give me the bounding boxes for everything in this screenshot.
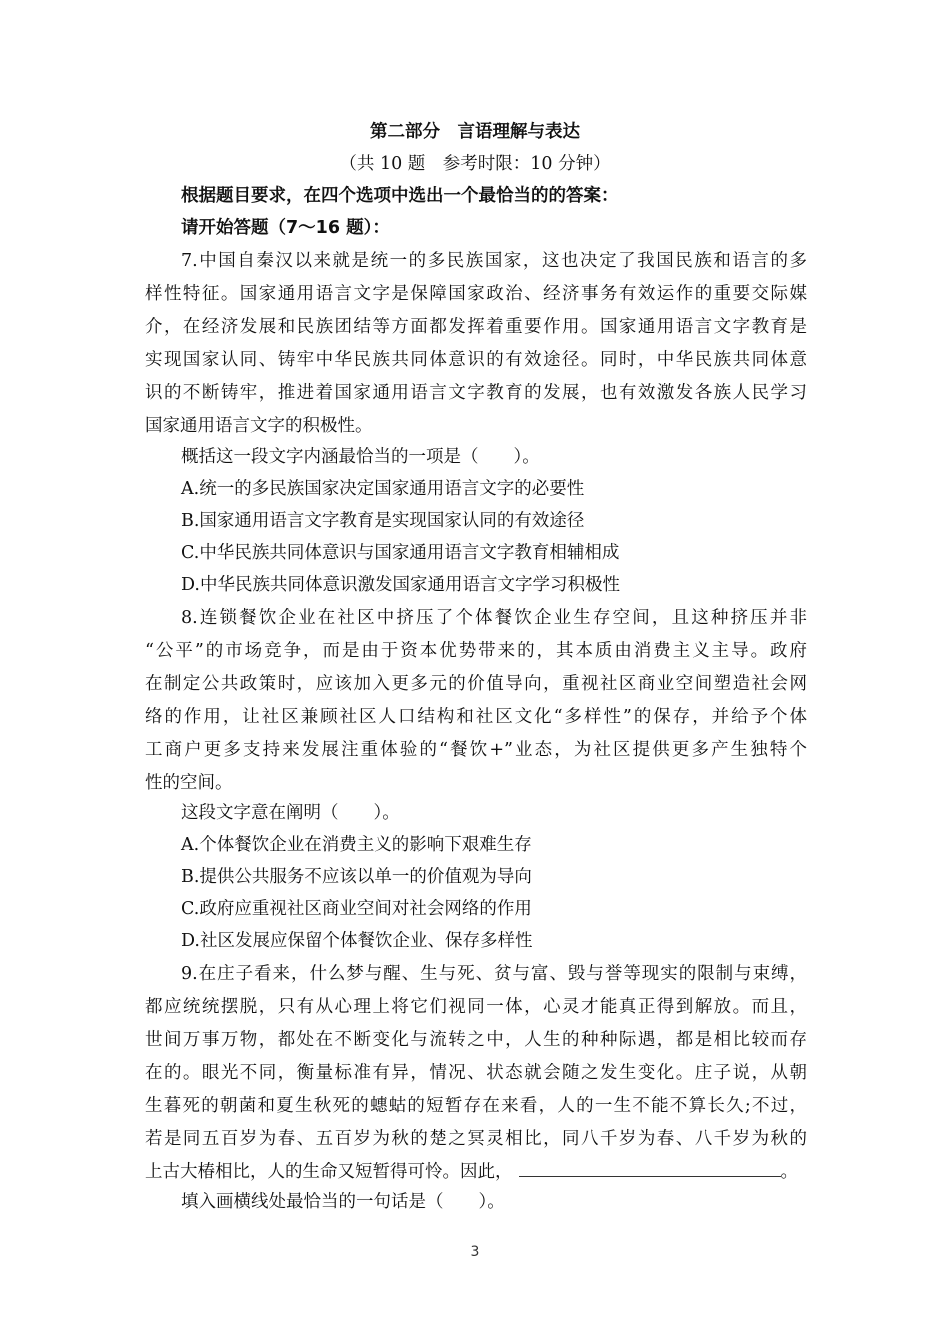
q7-option-b: B.国家通用语言文字教育是实现国家认同的有效途径 [181, 511, 585, 531]
q7-option-c: C.中华民族共同体意识与国家通用语言文字教育相辅相成 [181, 543, 620, 563]
q7-paragraph-line: 介，在经济发展和民族团结等方面都发挥着重要作用。国家通用语言文字教育是 [145, 317, 807, 337]
q9-paragraph-line: 9.在庄子看来，什么梦与醒、生与死、贫与富、毁与誉等现实的限制与束缚， [181, 964, 807, 984]
page-number: 3 [470, 1244, 480, 1260]
q8-option-c: C.政府应重视社区商业空间对社会网络的作用 [181, 899, 532, 919]
instruction-text: 根据题目要求，在四个选项中选出一个最恰当的的答案： [181, 186, 619, 206]
q7-paragraph-line: 识的不断铸牢，推进着国家通用语言文字教育的发展，也有效激发各族人民学习 [145, 383, 807, 403]
q7-paragraph-line: 7.中国自秦汉以来就是统一的多民族国家，这也决定了我国民族和语言的多 [181, 251, 807, 271]
q8-paragraph-line: 性的空间。 [145, 773, 233, 793]
start-text: 请开始答题（7～16 题）： [181, 218, 390, 238]
q9-paragraph-line: 生暮死的朝菌和夏生秋死的蟪蛄的短暂存在来看，人的一生不能不算长久;不过， [145, 1096, 807, 1116]
q7-option-a: A.统一的多民族国家决定国家通用语言文字的必要性 [181, 479, 585, 499]
q9-paragraph-line: 若是同五百岁为春、五百岁为秋的楚之冥灵相比，同八千岁为春、八千岁为秋的 [145, 1129, 807, 1149]
q9-question: 填入画横线处最恰当的一句话是（ ）。 [181, 1192, 505, 1212]
section-title: 第二部分 言语理解与表达 [370, 122, 580, 142]
q8-paragraph-line: 络的作用，让社区兼顾社区人口结构和社区文化“多样性”的保存，并给予个体 [145, 707, 807, 727]
q8-question: 这段文字意在阐明（ ）。 [181, 803, 400, 823]
q8-paragraph-line: 8.连锁餐饮企业在社区中挤压了个体餐饮企业生存空间，且这种挤压并非 [181, 608, 807, 628]
answer-blank [519, 1156, 781, 1177]
q7-paragraph-line: 实现国家认同、铸牢中华民族共同体意识的有效途径。同时，中华民族共同体意 [145, 350, 807, 370]
q8-option-d: D.社区发展应保留个体餐饮企业、保存多样性 [181, 931, 533, 951]
q8-option-a: A.个体餐饮企业在消费主义的影响下艰难生存 [181, 835, 532, 855]
q8-paragraph-line: 在制定公共政策时，应该加入更多元的价值导向，重视社区商业空间塑造社会网 [145, 674, 807, 694]
section-subtitle: （共 10 题 参考时限：10 分钟） [339, 154, 611, 174]
q8-paragraph-line: 工商户更多支持来发展注重体验的“餐饮+”业态，为社区提供更多产生独特个 [145, 740, 807, 760]
q9-paragraph-line: 世间万事万物，都处在不断变化与流转之中，人生的种种际遇，都是相比较而存 [145, 1030, 807, 1050]
q8-paragraph-line: “公平”的市场竞争，而是由于资本优势带来的，其本质由消费主义主导。政府 [145, 641, 807, 661]
q9-paragraph-line: 在的。眼光不同，衡量标准有异，情况、状态就会随之发生变化。庄子说，从朝 [145, 1063, 807, 1083]
q8-option-b: B.提供公共服务不应该以单一的价值观为导向 [181, 867, 532, 887]
q9-last-line-text: 上古大椿相比，人的生命又短暂得可怜。因此， [145, 1162, 513, 1182]
q7-paragraph-line: 样性特征。国家通用语言文字是保障国家政治、经济事务有效运作的重要交际媒 [145, 284, 807, 304]
q9-paragraph-line: 都应统统摆脱，只有从心理上将它们视同一体，心灵才能真正得到解放。而且， [145, 997, 807, 1017]
q9-last-line [145, 1156, 807, 1188]
q7-paragraph-line: 国家通用语言文字的积极性。 [145, 416, 373, 436]
q7-option-d: D.中华民族共同体意识激发国家通用语言文字学习积极性 [181, 575, 620, 595]
q9-last-line-end: 。 [780, 1162, 798, 1182]
q7-question: 概括这一段文字内涵最恰当的一项是（ ）。 [181, 447, 540, 467]
